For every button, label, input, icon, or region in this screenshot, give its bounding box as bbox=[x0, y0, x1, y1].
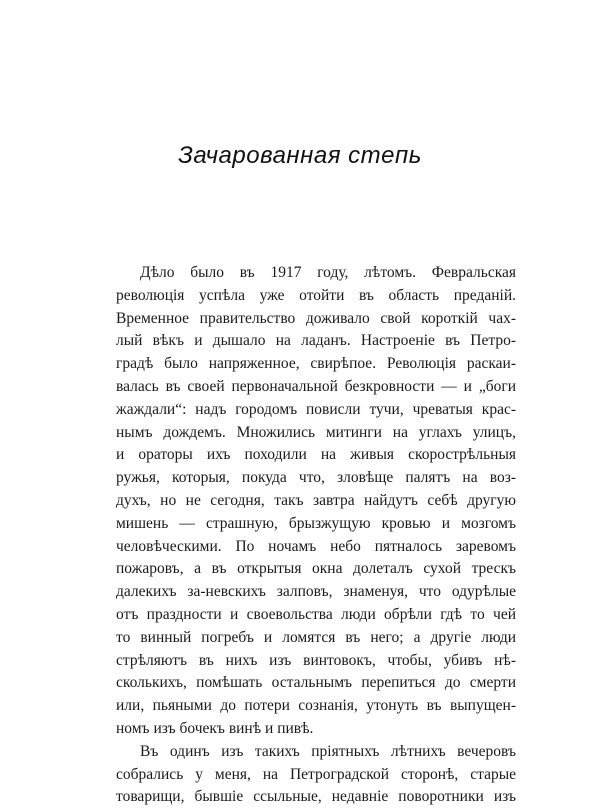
text-line: далекихъ за-невскихъ залповъ, знаменуя, что одурѣлые bbox=[116, 583, 516, 601]
text-line: товарищи, бывшіе ссыльные, недавніе поворотники изъ bbox=[116, 788, 516, 806]
text-line: и ораторы ихъ походили на живыя скорострѣльныя bbox=[116, 446, 516, 464]
chapter-title: Зачарованная степь bbox=[178, 142, 422, 169]
body-text bbox=[116, 262, 516, 809]
text-line: ружья, которыя, покуда что, зловѣще палятъ на воз- bbox=[116, 469, 516, 487]
text-line: то винный погребъ и ломятся въ него; а другіе люди bbox=[116, 628, 516, 646]
text-line: отъ праздности и своевольства люди обрѣли гдѣ то чей bbox=[116, 605, 516, 623]
text-line: номъ изъ бочекъ винѣ и пивѣ. bbox=[116, 719, 314, 737]
text-line: Дѣло было въ 1917 году, лѣтомъ. Февральская bbox=[140, 264, 516, 281]
text-line: валась въ своей первоначальной безкровности — и „боги bbox=[116, 377, 516, 395]
text-line: Временное правительство доживало свой короткій чах- bbox=[116, 309, 516, 327]
text-line: революція успѣла уже отойти въ область преданій. bbox=[116, 286, 516, 304]
text-line: Въ одинъ изъ такихъ пріятныхъ лѣтнихъ вечеровъ bbox=[140, 742, 516, 760]
text-line: или, пьяными до потери сознанія, утонуть въ выпущен- bbox=[116, 697, 516, 715]
text-line: пожаровъ, а въ открытыя окна долеталъ сухой трескъ bbox=[116, 560, 516, 578]
text-line: духъ, но не сегодня, такъ завтра найдутъ себѣ другую bbox=[116, 491, 516, 509]
text-line: жаждали“: надъ городомъ повисли тучи, чреватыя крас- bbox=[116, 400, 516, 418]
text-line: стрѣляютъ въ нихъ изъ винтовокъ, чтобы, убивъ нѣ- bbox=[116, 651, 516, 669]
text-line: градѣ было напряженное, свирѣпое. Революція раскаи- bbox=[116, 355, 516, 373]
text-line: нымъ дождемъ. Множились митинги на углахъ улицъ, bbox=[116, 423, 516, 441]
text-line: мишень — страшную, брызжущую кровью и мозгомъ bbox=[116, 514, 516, 532]
text-line: лый вѣкъ и дышало на ладанъ. Настроеніе въ Петро- bbox=[116, 332, 516, 350]
text-line: сколькихъ, помѣшать остальнымъ перепиться до смерти bbox=[116, 674, 516, 692]
text-line: собрались у меня, на Петроградской сторонѣ, старые bbox=[116, 765, 516, 783]
text-line: человѣческими. По ночамъ небо пятналось заревомъ bbox=[116, 537, 516, 555]
